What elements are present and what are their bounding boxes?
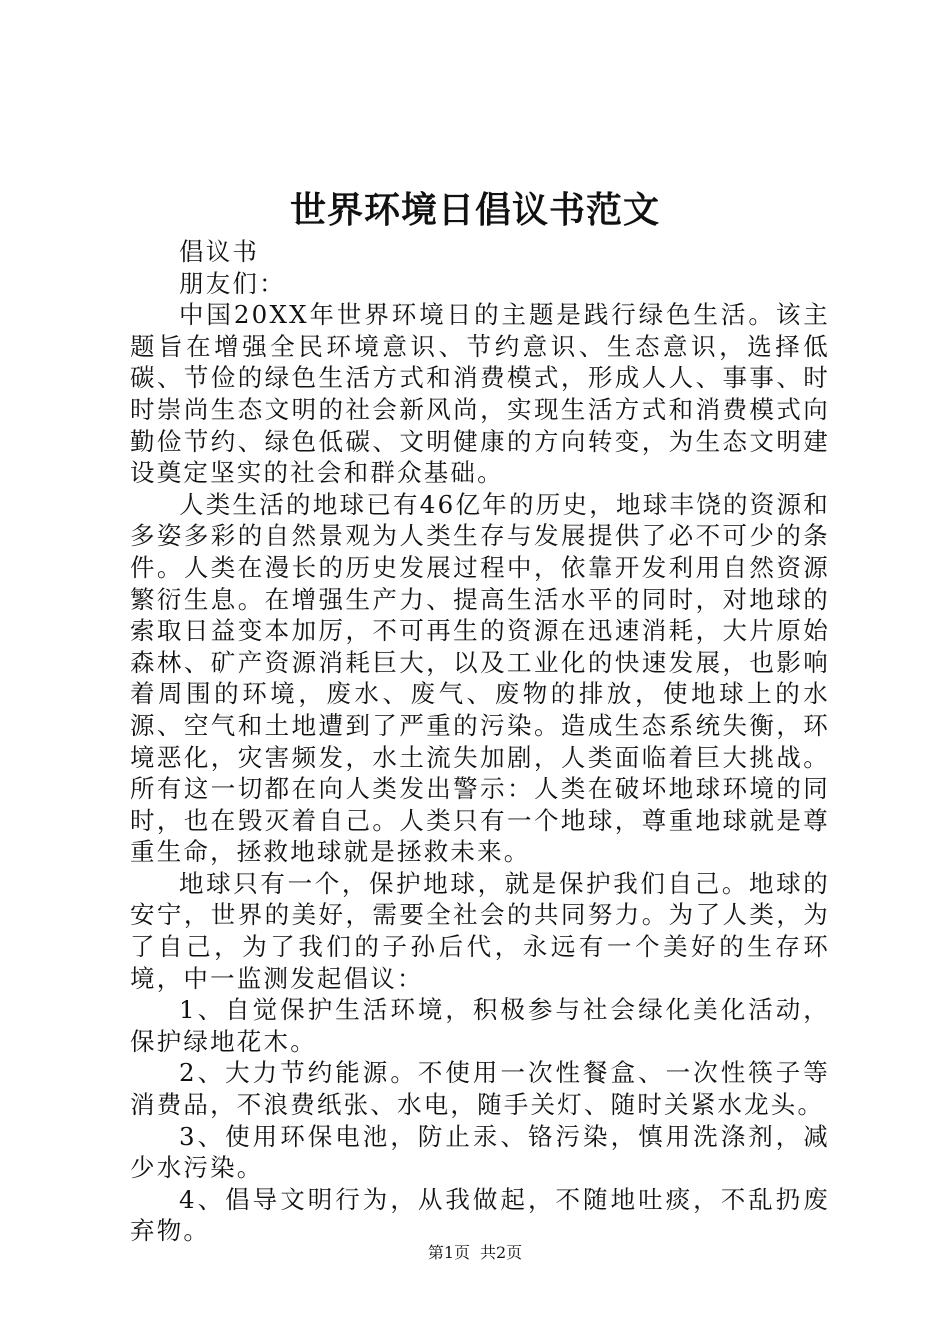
page-footer <box>0 1242 950 1264</box>
page-total: 共2页 <box>480 1243 523 1262</box>
document-body <box>130 236 830 1247</box>
paragraph-theme: 中国20XX年世界环境日的主题是践行绿色生活。该主题旨在增强全民环境意识、节约意识、生态意识，选择低碳、节俭的绿色生活方式和消费模式，形成人人、事事、时时崇尚生态文明的社会新风尚，实现生活方式和消费模式向勤俭节约、绿色低碳、文明健康的方向转变，为生态文明建设奠定坚实的社会和群众基础。 <box>130 300 830 488</box>
paragraph-call: 地球只有一个，保护地球，就是保护我们自己。地球的安宁，世界的美好，需要全社会的共同努力。为了人类，为了自己，为了我们的子孙后代，永远有一个美好的生存环境，中一监测发起倡议： <box>130 868 830 993</box>
document-title: 世界环境日倡议书范文 <box>289 189 660 231</box>
paragraph-salutation: 朋友们： <box>179 268 286 298</box>
paragraph-history: 人类生活的地球已有46亿年的历史，地球丰饶的资源和多姿多彩的自然景观为人类生存与发展提供了必不可少的条件。人类在漫长的历史发展过程中，依靠开发利用自然资源繁衍生息。在增强生产力、提高生活水平的同时，对地球的索取日益变本加厉，不可再生的资源在迅速消耗，大片原始森林、矿产资源消耗巨大，以及工业化的快速发展，也影响着周围的环境，废水、废气、废物的排放，使地球上的水源、空气和土地遭到了严重的污染。造成生态系统失衡，环境恶化，灾害频发，水土流失加剧，人类面临着巨大挑战。所有这一切都在向人类发出警示：人类在破坏地球环境的同时，也在毁灭着自己。人类只有一个地球，尊重地球就是尊重生命，拯救地球就是拯救未来。 <box>130 489 830 867</box>
proposal-item-2: 2、大力节约能源。不使用一次性餐盒、一次性筷子等消费品，不浪费纸张、水电，随手关灯、随时关紧水龙头。 <box>130 1058 830 1120</box>
proposal-item-3: 3、使用环保电池，防止汞、铬污染，慎用洗涤剂，减少水污染。 <box>130 1121 830 1183</box>
paragraph-heading: 倡议书 <box>179 237 260 266</box>
proposal-item-4: 4、倡导文明行为，从我做起，不随地吐痰，不乱扔废弃物。 <box>130 1184 830 1246</box>
page-number: 第1页 <box>427 1243 470 1262</box>
proposal-item-1: 1、自觉保护生活环境，积极参与社会绿化美化活动，保护绿地花木。 <box>130 995 830 1056</box>
